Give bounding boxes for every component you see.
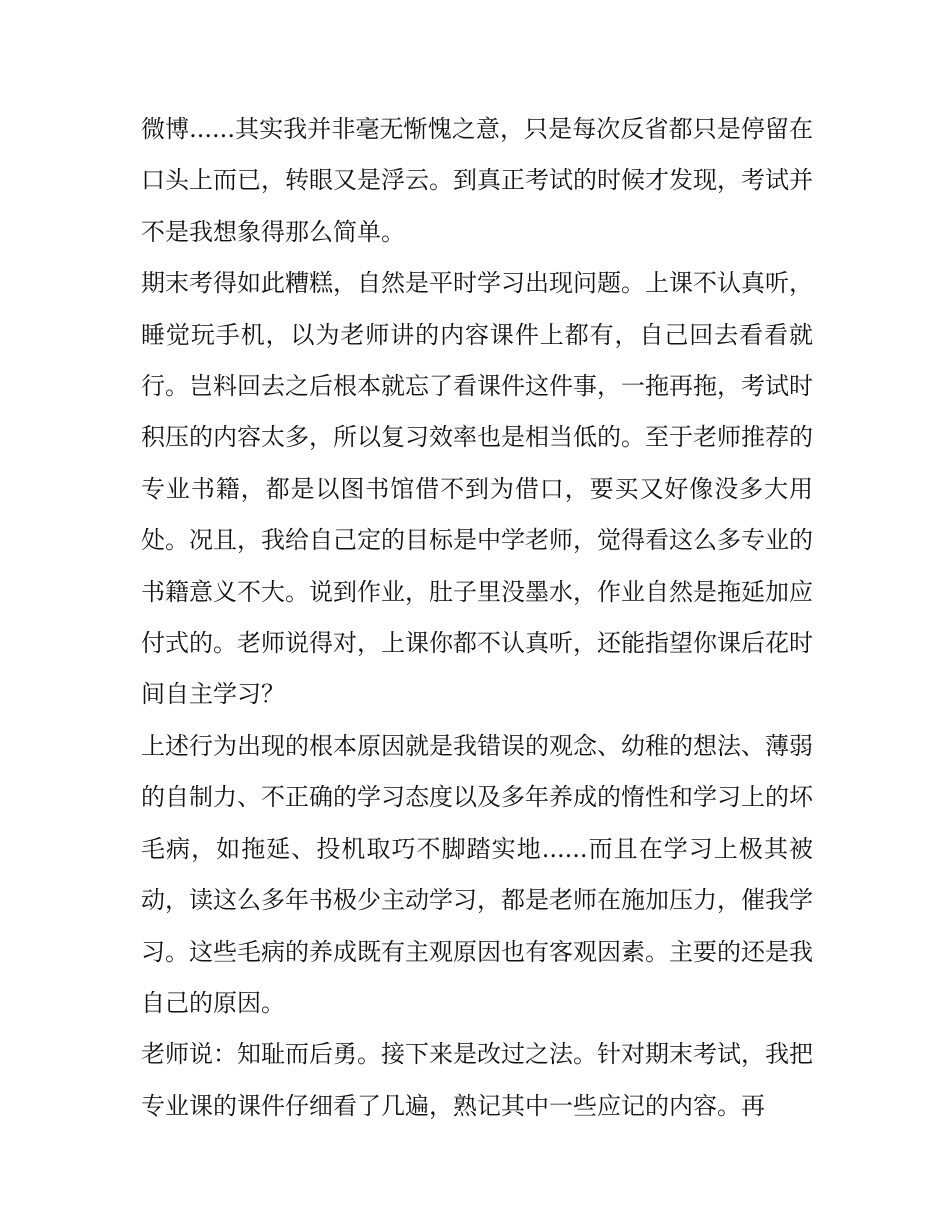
paragraph-2: 期末考得如此糟糕，自然是平时学习出现问题。上课不认真听，睡觉玩手机，以为老师讲的内容课件上都有，自己回去看看就行。岂料回去之后根本就忘了看课件这件事，一拖再拖，考试时积压的内容太多，所以复习效率也是相当低的。至于老师推荐的专业书籍，都是以图书馆借不到为借口，要买又好像没多大用处。况且，我给自己定的目标是中学老师，觉得看这么多专业的书籍意义不大。说到作业，肚子里没墨水，作业自然是拖延加应付式的。老师说得对，上课你都不认真听，还能指望你课后花时间自主学习？	[141, 269, 813, 709]
paragraph-4: 老师说：知耻而后勇。接下来是改过之法。针对期末考试，我把专业课的课件仔细看了几遍，熟记其中一些应记的内容。再	[141, 1040, 813, 1120]
paragraph-3: 上述行为出现的根本原因就是我错误的观念、幼稚的想法、薄弱的自制力、不正确的学习态度以及多年养成的惰性和学习上的坏毛病，如拖延、投机取巧不脚踏实地......而且在学习上极其被动，读这么多年书极少主动学习，都是老师在施加压力，催我学习。这些毛病的养成既有主观原因也有客观因素。主要的还是我自己的原因。	[141, 731, 813, 1017]
paragraph-1: 微博......其实我并非毫无惭愧之意，只是每次反省都只是停留在口头上而已，转眼又是浮云。到真正考试的时候才发现，考试并不是我想象得那么简单。	[141, 115, 813, 246]
document-body	[141, 104, 813, 1132]
